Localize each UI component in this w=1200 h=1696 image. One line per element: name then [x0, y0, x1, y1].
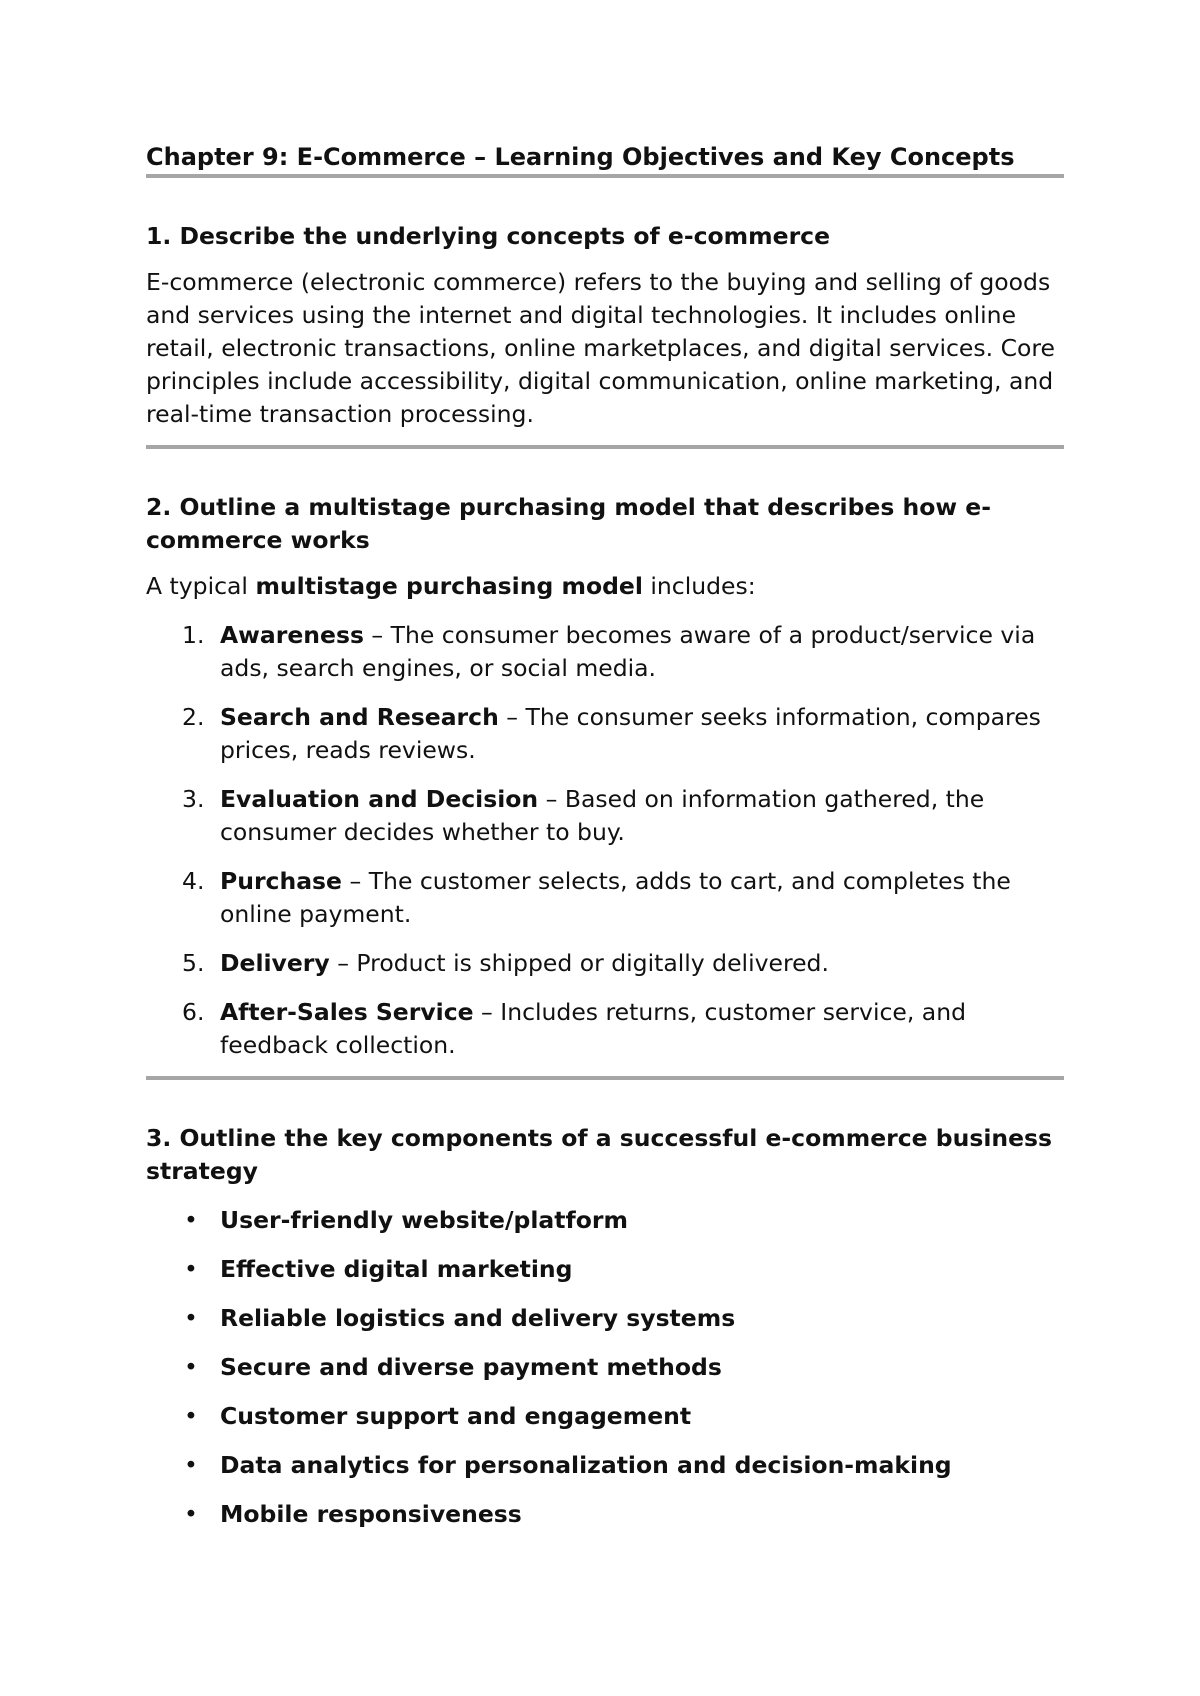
list-number: 5. [182, 949, 205, 977]
component-label: Reliable logistics and delivery systems [220, 1304, 736, 1332]
list-item [146, 783, 1064, 849]
bullet: • [184, 1255, 198, 1283]
list-item [146, 1204, 1064, 1237]
divider [146, 445, 1064, 449]
section-2-intro [146, 570, 1064, 603]
divider [146, 1076, 1064, 1080]
intro-prefix: A typical [146, 572, 256, 600]
component-label: Customer support and engagement [220, 1402, 692, 1430]
list-item [146, 619, 1064, 685]
stage-description: – The customer selects, adds to cart, and completes the online payment. [220, 867, 1011, 928]
bullet: • [184, 1206, 198, 1234]
intro-bold-term: multistage purchasing model [255, 572, 643, 600]
list-number: 3. [182, 785, 205, 813]
bullet: • [184, 1402, 198, 1430]
intro-suffix: includes: [642, 572, 756, 600]
list-item [146, 996, 1064, 1062]
section-3-heading: 3. Outline the key components of a successful e-commerce business strategy [146, 1124, 1053, 1185]
strategy-components-list [146, 1204, 1064, 1531]
list-item [146, 1400, 1064, 1433]
stage-term: Awareness [220, 621, 364, 649]
list-item [146, 947, 1064, 980]
list-number: 1. [182, 621, 205, 649]
stage-description: – Based on information gathered, the consumer decides whether to buy. [220, 785, 985, 846]
stage-term: After-Sales Service [220, 998, 474, 1026]
list-number: 6. [182, 998, 205, 1026]
list-item [146, 1351, 1064, 1384]
bullet: • [184, 1353, 198, 1381]
list-item [146, 865, 1064, 931]
component-label: Secure and diverse payment methods [220, 1353, 722, 1381]
section-2-heading: 2. Outline a multistage purchasing model that describes how e-commerce works [146, 493, 991, 554]
bullet: • [184, 1304, 198, 1332]
stage-term: Purchase [220, 867, 342, 895]
bullet: • [184, 1500, 198, 1528]
list-item [146, 1302, 1064, 1335]
component-label: User-friendly website/platform [220, 1206, 628, 1234]
list-item [146, 701, 1064, 767]
section-1-body: E-commerce (electronic commerce) refers to the buying and selling of goods and services using the internet and digital technologies. It includes online retail, electronic transactions, online marketplaces, and digital services. Core principles include accessibility, digital communication, online marketing, and real-time transaction processing. [146, 268, 1055, 428]
list-number: 4. [182, 867, 205, 895]
list-number: 2. [182, 703, 205, 731]
stage-description: – Product is shipped or digitally delivered. [329, 949, 829, 977]
stage-description: – The consumer seeks information, compares prices, reads reviews. [220, 703, 1041, 764]
list-item [146, 1449, 1064, 1482]
component-label: Data analytics for personalization and decision-making [220, 1451, 952, 1479]
stage-description: – The consumer becomes aware of a product/service via ads, search engines, or social media. [220, 621, 1036, 682]
stage-description: – Includes returns, customer service, and feedback collection. [220, 998, 967, 1059]
bullet: • [184, 1451, 198, 1479]
stage-term: Delivery [220, 949, 330, 977]
divider [146, 174, 1064, 178]
section-1-heading: 1. Describe the underlying concepts of e-commerce [146, 222, 831, 250]
component-label: Mobile responsiveness [220, 1500, 522, 1528]
list-item [146, 1498, 1064, 1531]
list-item [146, 1253, 1064, 1286]
purchasing-stages-list [146, 619, 1064, 1062]
document-page [146, 140, 1064, 1531]
stage-term: Search and Research [220, 703, 499, 731]
stage-term: Evaluation and Decision [220, 785, 539, 813]
component-label: Effective digital marketing [220, 1255, 573, 1283]
page-title: Chapter 9: E-Commerce – Learning Objectives and Key Concepts [146, 143, 1015, 171]
